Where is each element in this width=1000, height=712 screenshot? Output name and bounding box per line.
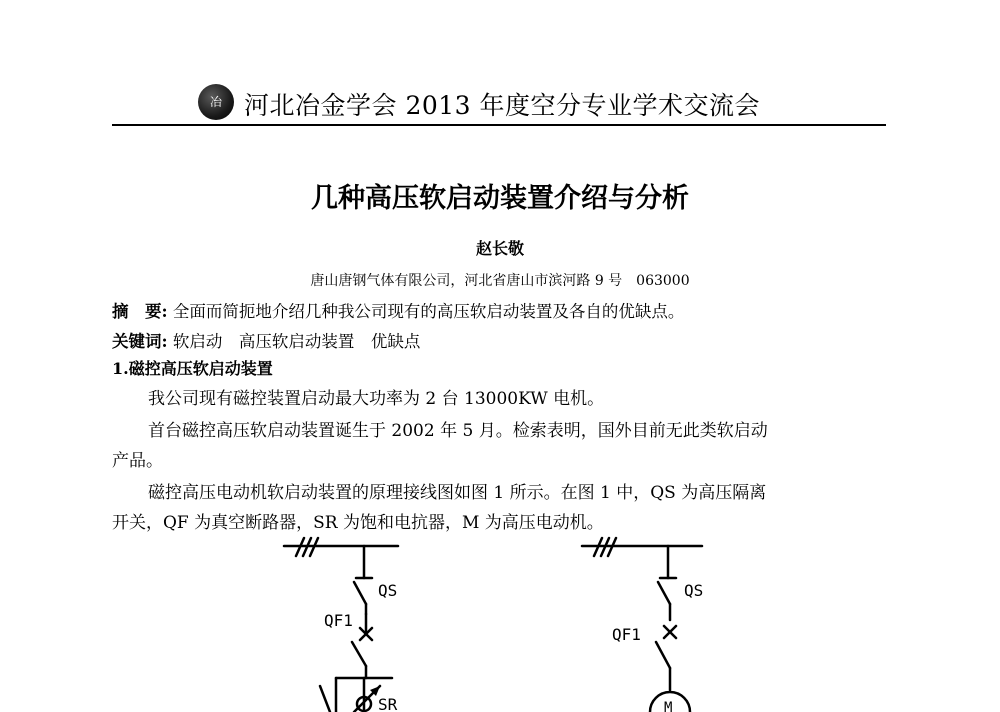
right-qf-cross	[664, 626, 676, 638]
paragraph-3-line-1: 磁控高压电动机软启动装置的原理接线图如图 1 所示。在图 1 中，QS 为高压隔离	[148, 483, 767, 503]
keywords-label: 关键词:	[112, 332, 168, 351]
right-qs-blade	[658, 582, 670, 604]
abstract-label: 摘 要:	[112, 302, 168, 321]
left-qf-label: QF1	[324, 611, 353, 630]
right-motor-label: M	[664, 700, 673, 712]
keywords-text: 软启动 高压软启动装置 优缺点	[172, 332, 421, 351]
right-qs-label: QS	[684, 581, 704, 600]
paragraph-2-line-2: 产品。	[112, 451, 163, 471]
right-qf-blade	[656, 642, 670, 668]
left-three-phase-mark	[296, 538, 318, 556]
right-qf-label: QF1	[612, 625, 641, 644]
left-bypass-blade	[320, 686, 330, 712]
left-sr-label: SR	[378, 695, 398, 712]
author: 赵长敬	[475, 239, 524, 258]
conference-logo: 冶	[198, 84, 234, 120]
abstract-text: 全面而简扼地介绍几种我公司现有的高压软启动装置及各自的优缺点。	[172, 302, 685, 321]
paragraph-3-line-2: 开关，QF 为真空断路器，SR 为饱和电抗器，M 为高压电动机。	[112, 513, 604, 533]
left-qf-blade	[352, 642, 366, 666]
paper-title: 几种高压软启动装置介绍与分析	[311, 183, 689, 214]
paragraph-1: 我公司现有磁控装置启动最大功率为 2 台 13000KW 电机。	[148, 389, 605, 409]
right-three-phase-mark	[594, 538, 616, 556]
affiliation: 唐山唐钢气体有限公司，河北省唐山市滨河路 9 号 063000	[310, 273, 690, 289]
paragraph-2-line-1: 首台磁控高压软启动装置诞生于 2002 年 5 月。检索表明，国外目前无此类软启动	[148, 421, 768, 441]
left-qs-label: QS	[378, 581, 398, 600]
left-qs-blade	[354, 582, 366, 604]
section-heading: 1.磁控高压软启动装置	[112, 359, 273, 378]
conference-header: 河北冶金学会 2013 年度空分专业学术交流会	[244, 91, 761, 120]
